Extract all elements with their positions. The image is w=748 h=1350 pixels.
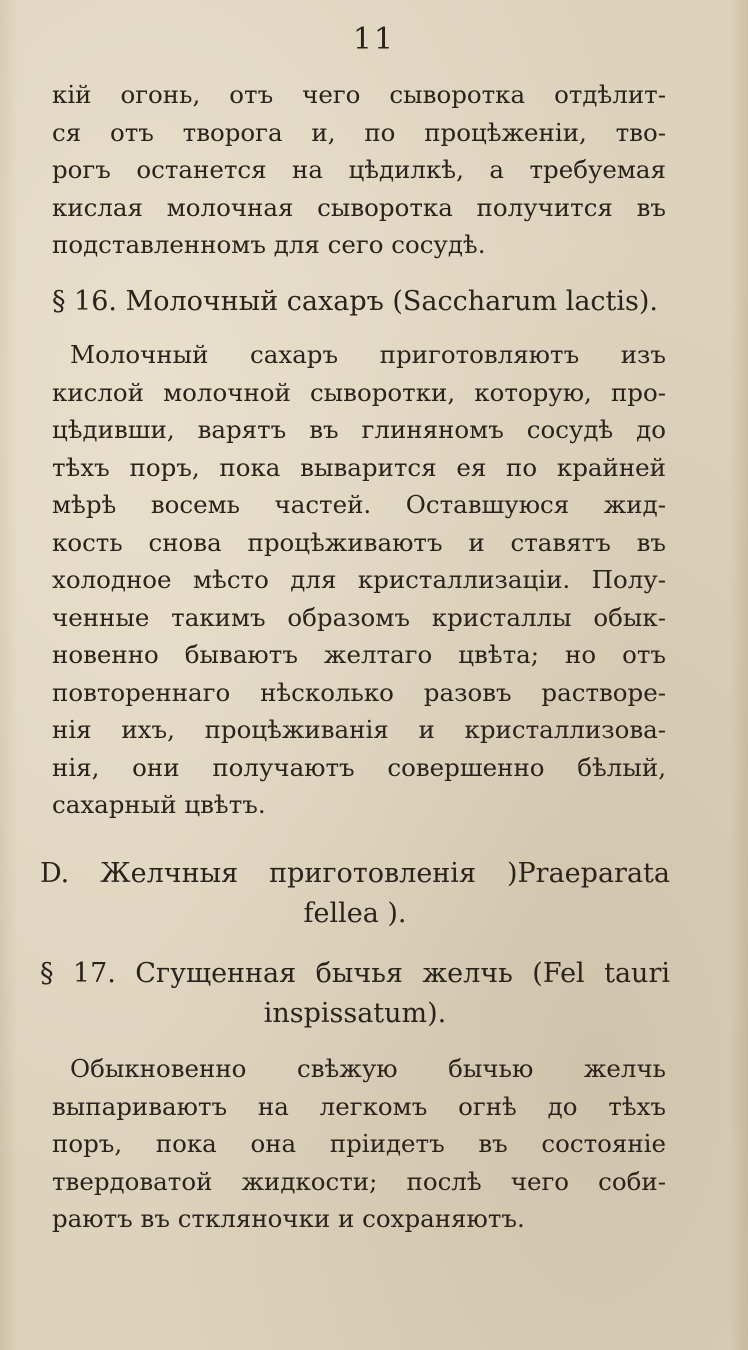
text-line: поръ, пока она пріидетъ въ состояніе bbox=[52, 1129, 666, 1158]
text-line: раютъ въ сткляночки и сохраняютъ. bbox=[52, 1204, 525, 1233]
section-heading-text: § 16. Молочный сахаръ (Saccharum lactis). bbox=[51, 286, 659, 317]
text-line: холодное мѣсто для кристаллизаціи. Полу- bbox=[52, 565, 666, 594]
text-line: подставленномъ для сего сосудѣ. bbox=[52, 230, 486, 259]
text-line: ся отъ творога и, по процѣженіи, тво- bbox=[52, 117, 666, 147]
section-heading-text: § 17. Сгущенная бычья желчь (Fel tauri bbox=[40, 958, 670, 989]
text-line: цѣдивши, варятъ въ глиняномъ сосудѣ до bbox=[52, 415, 666, 444]
section-17-heading bbox=[40, 954, 670, 1034]
text-line: нія, они получаютъ совершенно бѣлый, bbox=[52, 752, 666, 782]
text-line: сахарный цвѣтъ. bbox=[52, 790, 266, 819]
text-line: рогъ останется на цѣдилкѣ, а требуемая bbox=[52, 155, 666, 184]
text-line: кость снова процѣживаютъ и ставятъ въ bbox=[52, 527, 666, 557]
text-line: Обыкновенно свѣжую бычью желчь bbox=[70, 1054, 666, 1083]
page-number: 11 bbox=[352, 22, 396, 57]
text-line: нія ихъ, процѣживанія и кристаллизова- bbox=[52, 715, 666, 744]
section-16-heading bbox=[40, 282, 670, 322]
text-line: выпариваютъ на легкомъ огнѣ до тѣхъ bbox=[52, 1091, 666, 1121]
text-line: твердоватой жидкости; послѣ чего соби- bbox=[52, 1166, 666, 1196]
text-line: кій огонь, отъ чего сыворотка отдѣлит- bbox=[52, 80, 666, 109]
text-line: повтореннаго нѣсколько разовъ растворе- bbox=[52, 677, 666, 707]
text-line: Молочный сахаръ приготовляютъ изъ bbox=[70, 340, 666, 369]
paragraph-ox-bile bbox=[52, 1050, 666, 1238]
text-line: ченные такимъ образомъ кристаллы обык- bbox=[52, 602, 666, 632]
text-line: мѣрѣ восемь частей. Оставшуюся жид- bbox=[52, 490, 666, 519]
text-line: кислая молочная сыворотка получится въ bbox=[52, 192, 666, 222]
section-heading-text: D. Желчныя приготовленія )Praeparata bbox=[40, 858, 670, 889]
text-line: тѣхъ поръ, пока выварится ея по крайней bbox=[52, 452, 666, 482]
paragraph-whey-continuation bbox=[52, 76, 666, 264]
text-line: новенно бываютъ желтаго цвѣта; но отъ bbox=[52, 640, 666, 669]
section-heading-text: fellea ). bbox=[303, 898, 407, 929]
text-line: кислой молочной сыворотки, которую, про- bbox=[52, 377, 666, 407]
paragraph-milk-sugar bbox=[52, 336, 666, 824]
section-D-heading bbox=[40, 854, 670, 934]
section-heading-text: inspissatum). bbox=[263, 998, 447, 1029]
